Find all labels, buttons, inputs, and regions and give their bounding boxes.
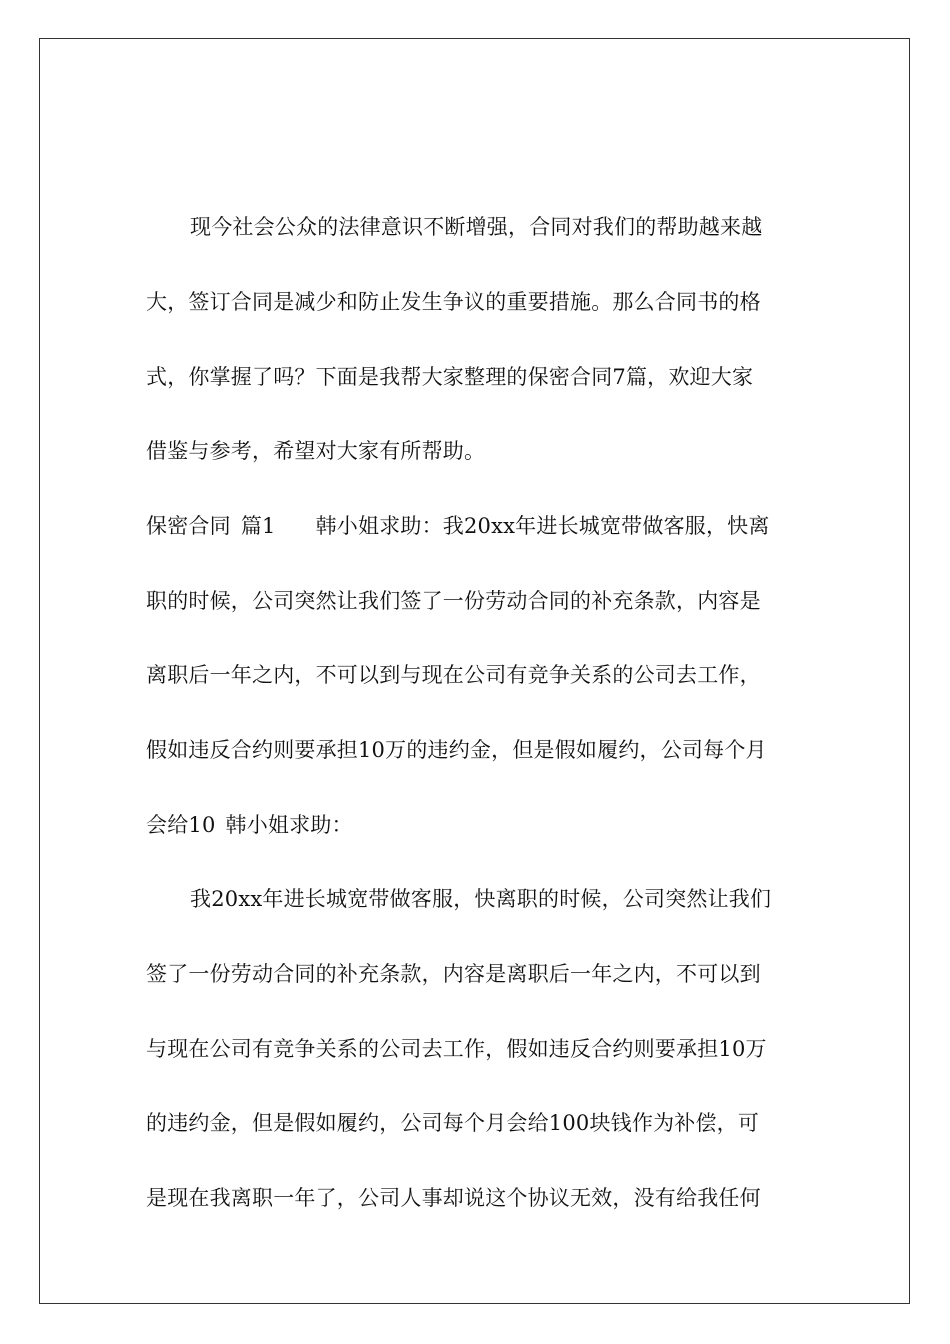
paragraph-1-line-4: 借鉴与参考，希望对大家有所帮助。 [146,439,486,463]
section-heading-title: 保密合同 [146,514,231,538]
section-1-line-1 [146,511,826,541]
paragraph-2-line-1: 我20xx年进长城宽带做客服，快离职的时候，公司突然让我们 [190,887,772,911]
paragraph-2-line-4: 的违约金，但是假如履约，公司每个月会给100块钱作为补偿，可 [146,1111,760,1135]
section-1-line-4: 假如违反合约则要承担10万的违约金，但是假如履约，公司每个月 [146,738,767,762]
paragraph-2-line-2: 签了一份劳动合同的补充条款，内容是离职后一年之内，不可以到 [146,962,761,986]
paragraph-2-line-3: 与现在公司有竞争关系的公司去工作，假如违反合约则要承担10万 [146,1037,767,1061]
section-1-line-3: 离职后一年之内，不可以到与现在公司有竞争关系的公司去工作， [146,663,761,687]
paragraph-2-line-5: 是现在我离职一年了，公司人事却说这个协议无效，没有给我任何 [146,1186,761,1210]
section-1-line-1-text: 韩小姐求助：我20xx年进长城宽带做客服，快离 [315,514,770,538]
paragraph-1-line-1: 现今社会公众的法律意识不断增强，合同对我们的帮助越来越 [190,215,763,239]
section-1-line-5 [146,810,826,840]
section-heading-number: 篇1 [240,514,276,538]
section-1-line-5-b: 韩小姐求助： [225,813,353,837]
paragraph-1-line-3: 式，你掌握了吗？下面是我帮大家整理的保密合同7篇，欢迎大家 [146,365,754,389]
paragraph-1-line-2: 大，签订合同是减少和防止发生争议的重要措施。那么合同书的格 [146,290,761,314]
section-1-line-2: 职的时候，公司突然让我们签了一份劳动合同的补充条款，内容是 [146,589,761,613]
section-1-line-5-a: 会给10 [146,813,216,837]
